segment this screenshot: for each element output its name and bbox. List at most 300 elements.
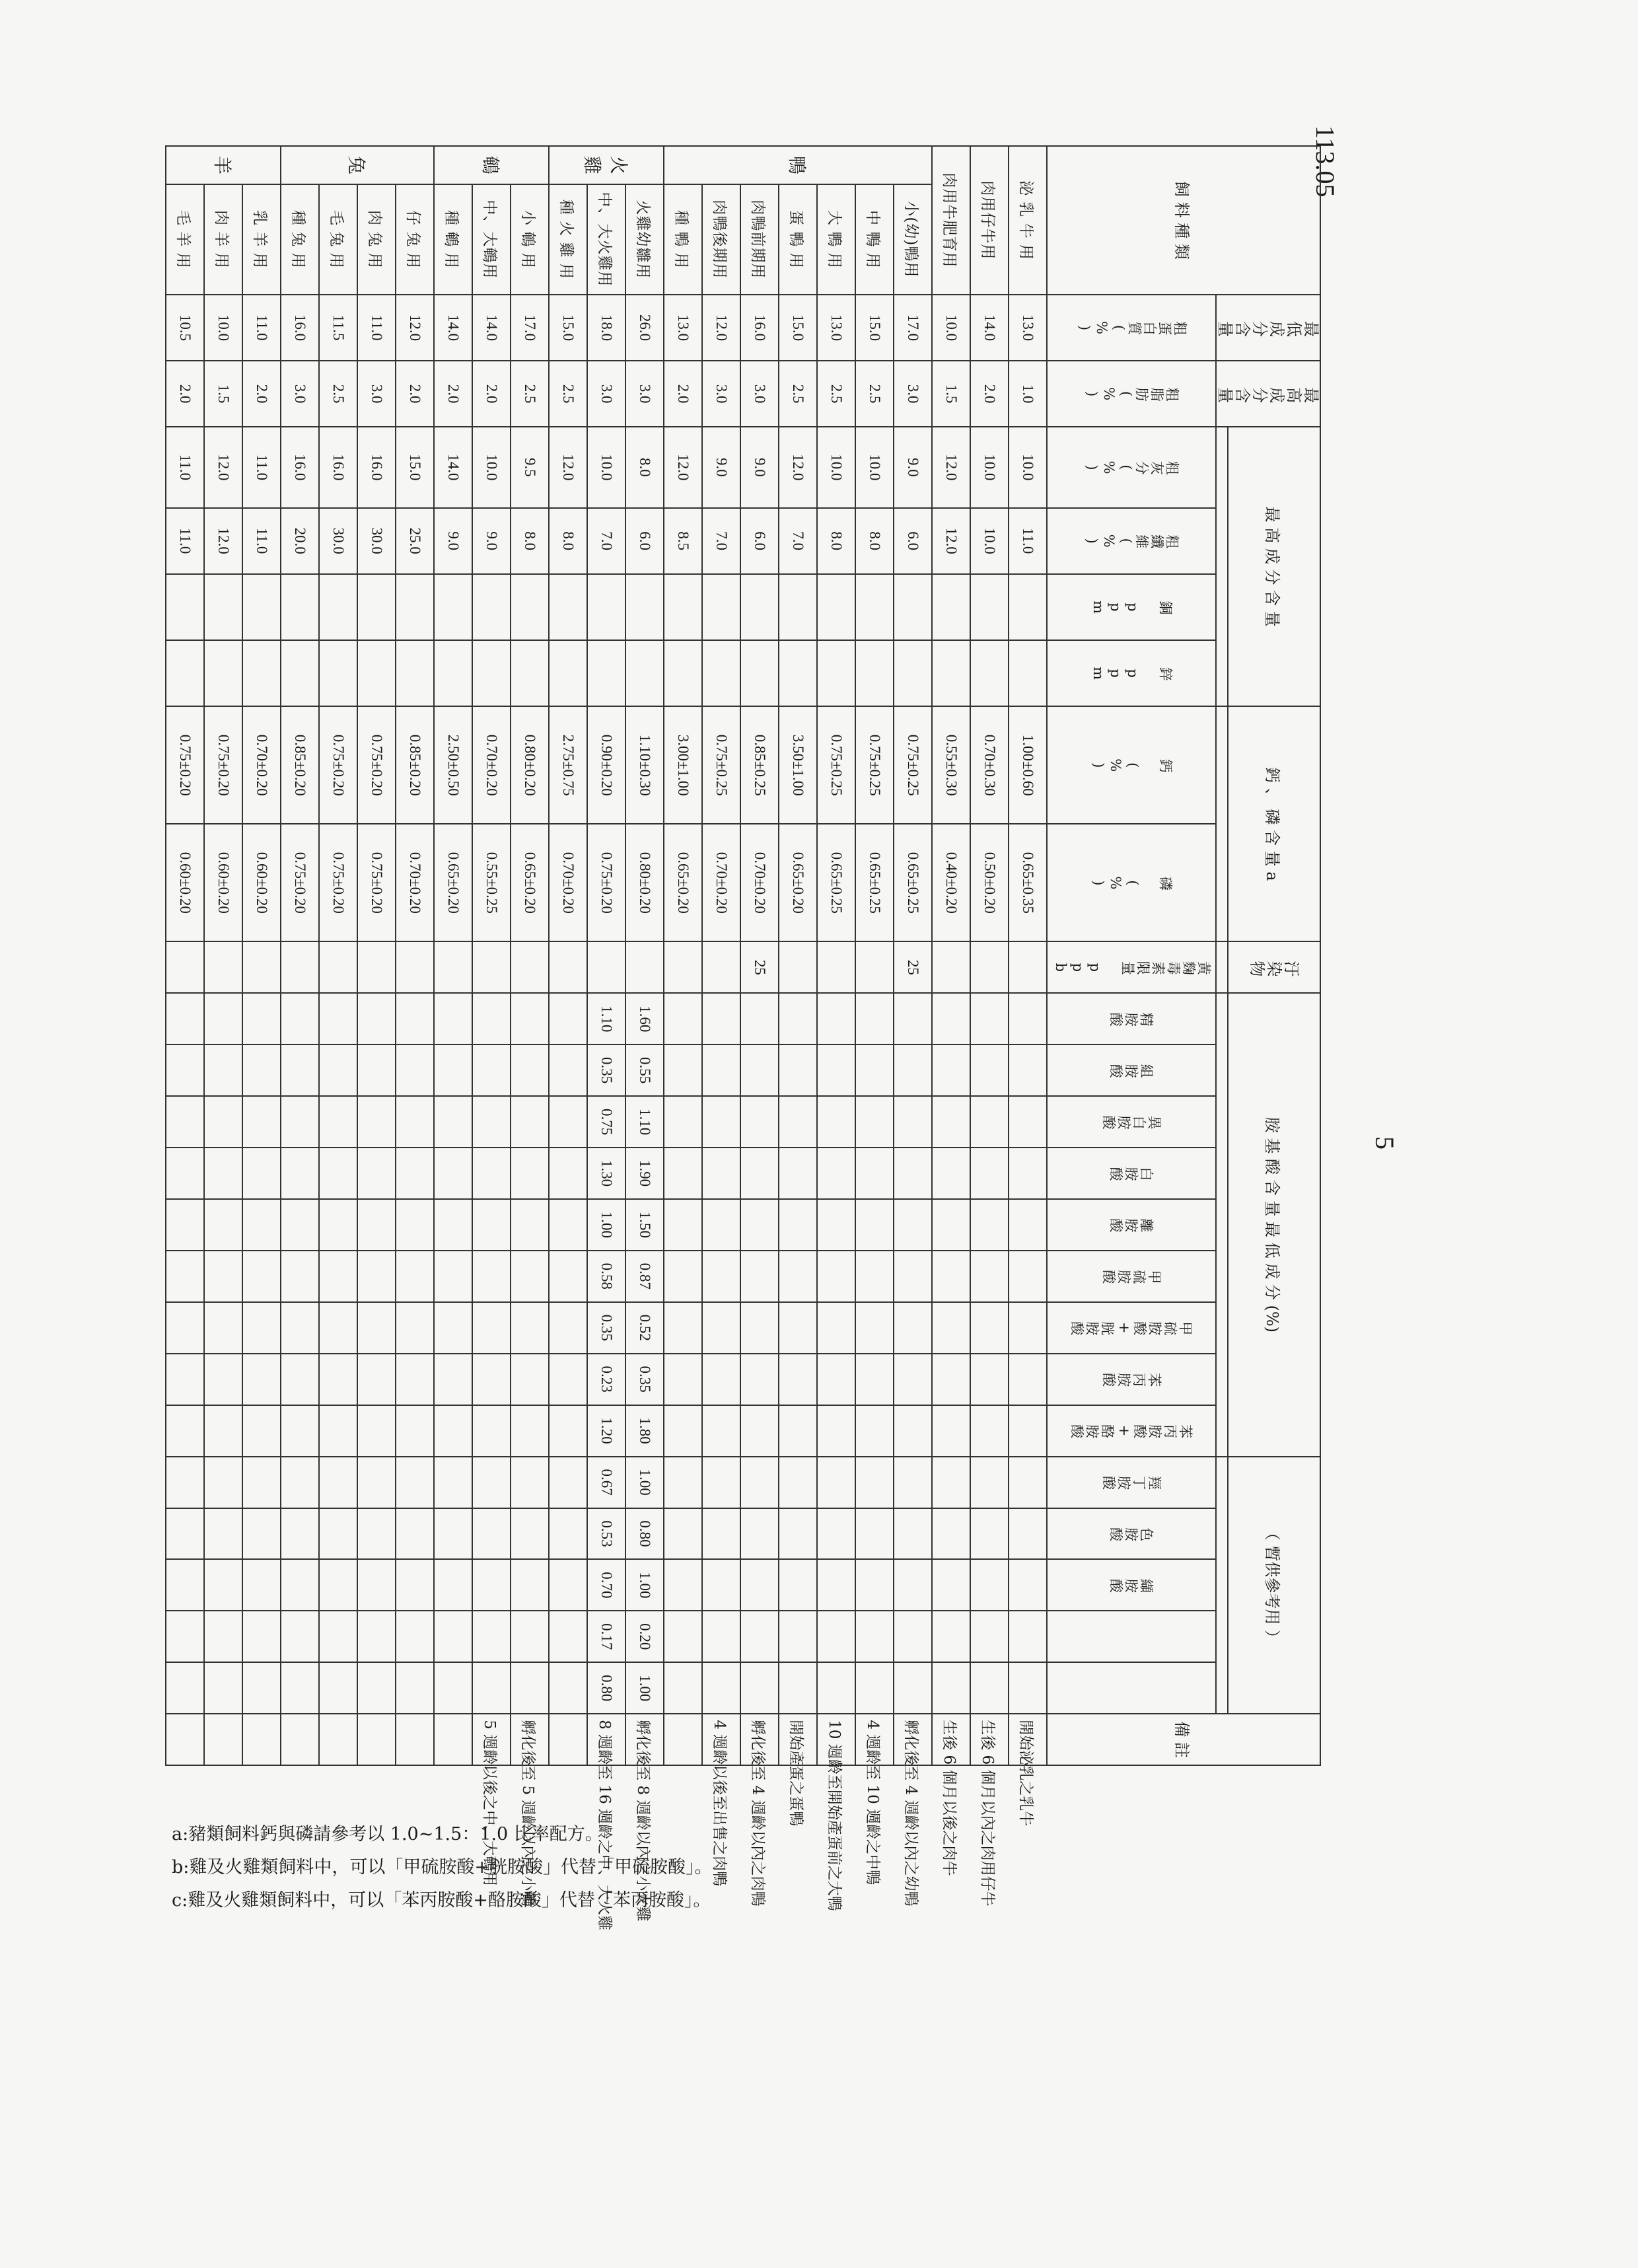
cell-met — [1009, 1251, 1047, 1302]
feed-name: 蛋 鴨 用 — [779, 184, 817, 295]
cell-val — [511, 1559, 549, 1611]
cell-zn — [779, 640, 817, 706]
cell-fat: 2.0 — [970, 361, 1009, 427]
cell-afla — [970, 941, 1009, 993]
cell-phe — [166, 1354, 204, 1405]
cell-fiber: 12.0 — [932, 508, 970, 574]
cell-his — [204, 1044, 242, 1096]
cell-ash: 8.0 — [625, 427, 664, 507]
cell-afla — [204, 941, 242, 993]
cell-cu — [472, 574, 511, 640]
col-arginine: 精胺酸 — [1047, 993, 1216, 1044]
cell-val3 — [702, 1662, 740, 1714]
cell-cp: 12.0 — [702, 295, 740, 361]
cell-p: 0.75±0.20 — [357, 824, 396, 941]
cell-ile — [970, 1096, 1009, 1148]
cell-thr — [1009, 1457, 1047, 1508]
cell-val2 — [549, 1611, 587, 1662]
cell-fiber: 11.0 — [166, 508, 204, 574]
cell-thr — [166, 1457, 204, 1508]
cell-his: 0.55 — [625, 1044, 664, 1096]
cell-cp: 18.0 — [587, 295, 625, 361]
cell-afla — [472, 941, 511, 993]
cell-his — [434, 1044, 472, 1096]
cell-phe — [1009, 1354, 1047, 1405]
cell-val — [549, 1559, 587, 1611]
cell-met — [166, 1251, 204, 1302]
cell-arg — [779, 993, 817, 1044]
cell-p: 0.60±0.20 — [166, 824, 204, 941]
cell-leu — [894, 1148, 932, 1199]
cell-val — [702, 1559, 740, 1611]
cell-val2 — [472, 1611, 511, 1662]
cell-afla — [319, 941, 357, 993]
cell-ash: 11.0 — [242, 427, 281, 507]
cell-lys — [1009, 1199, 1047, 1251]
cell-ash: 16.0 — [281, 427, 319, 507]
cell-lys — [702, 1199, 740, 1251]
cell-val3 — [779, 1662, 817, 1714]
remark-cell — [357, 1714, 396, 1765]
cell-zn — [281, 640, 319, 706]
feed-name: 種 鵪 用 — [434, 184, 472, 295]
remark-cell: 10 週齡至開始產蛋前之大鴨 — [817, 1714, 855, 1765]
cell-ca: 3.00±1.00 — [664, 706, 702, 824]
cell-val — [434, 1559, 472, 1611]
cell-lys — [242, 1199, 281, 1251]
remark-cell: 孵化後至 4 週齡以內之幼鴨 — [894, 1714, 932, 1765]
cell-cu — [702, 574, 740, 640]
header-amino-group: 胺 基 酸 含 量 最 低 成 分 (%) — [1228, 993, 1320, 1456]
cell-phetyr — [549, 1405, 587, 1457]
col-copper: 銅 ppm — [1047, 574, 1216, 640]
cell-leu — [357, 1148, 396, 1199]
cell-val3 — [204, 1662, 242, 1714]
cell-ile — [319, 1096, 357, 1148]
cell-met — [204, 1251, 242, 1302]
cell-leu — [396, 1148, 434, 1199]
cell-cp: 17.0 — [894, 295, 932, 361]
cell-cp: 10.5 — [166, 295, 204, 361]
col-tryptophan: 色胺酸 — [1047, 1508, 1216, 1560]
cell-lys — [970, 1199, 1009, 1251]
cell-cp: 11.5 — [319, 295, 357, 361]
cell-lys: 1.00 — [587, 1199, 625, 1251]
cell-fat: 2.5 — [319, 361, 357, 427]
cell-ash: 12.0 — [779, 427, 817, 507]
cell-arg — [549, 993, 587, 1044]
cell-val2 — [817, 1611, 855, 1662]
cell-cp: 13.0 — [664, 295, 702, 361]
cell-ca: 0.85±0.20 — [281, 706, 319, 824]
cell-phetyr — [702, 1405, 740, 1457]
cell-ca: 0.75±0.20 — [357, 706, 396, 824]
cell-p: 0.70±0.20 — [549, 824, 587, 941]
cell-ile — [740, 1096, 779, 1148]
cell-leu — [970, 1148, 1009, 1199]
cell-phe — [779, 1354, 817, 1405]
cell-phetyr — [357, 1405, 396, 1457]
cell-zn — [472, 640, 511, 706]
cell-phetyr: 1.20 — [587, 1405, 625, 1457]
cell-his — [664, 1044, 702, 1096]
cell-leu: 1.90 — [625, 1148, 664, 1199]
cell-phe — [281, 1354, 319, 1405]
cell-zn — [549, 640, 587, 706]
document-code: 113.05 — [1310, 126, 1340, 198]
header-remarks: 備 註 — [1047, 1714, 1320, 1765]
cell-afla — [166, 941, 204, 993]
remark-cell: 孵化後至 8 週齡以內之小火雞 — [625, 1714, 664, 1765]
cell-ca: 0.85±0.20 — [396, 706, 434, 824]
cell-cu — [357, 574, 396, 640]
cell-thr — [434, 1457, 472, 1508]
cell-ash: 9.0 — [702, 427, 740, 507]
cell-met — [434, 1251, 472, 1302]
cell-p: 0.65±0.25 — [855, 824, 894, 941]
cell-val2 — [702, 1611, 740, 1662]
cell-leu — [932, 1148, 970, 1199]
cell-val2 — [779, 1611, 817, 1662]
cell-his — [894, 1044, 932, 1096]
cell-zn — [702, 640, 740, 706]
cell-leu — [434, 1148, 472, 1199]
feed-name: 毛 兔 用 — [319, 184, 357, 295]
cell-val2 — [281, 1611, 319, 1662]
header-contaminant: 汙染物 — [1228, 941, 1320, 993]
cell-phetyr — [319, 1405, 357, 1457]
cell-fiber: 12.0 — [204, 508, 242, 574]
cell-phe — [894, 1354, 932, 1405]
col-crude-protein: 粗蛋白質(%) — [1047, 295, 1216, 361]
cell-val3 — [281, 1662, 319, 1714]
cell-afla — [357, 941, 396, 993]
cell-val3 — [472, 1662, 511, 1714]
cell-val3 — [242, 1662, 281, 1714]
cell-his — [932, 1044, 970, 1096]
cell-fat: 2.5 — [511, 361, 549, 427]
cell-cu — [396, 574, 434, 640]
col-lysine: 離胺酸 — [1047, 1199, 1216, 1251]
cell-ash: 10.0 — [970, 427, 1009, 507]
cell-phe — [472, 1354, 511, 1405]
cell-cu — [166, 574, 204, 640]
cell-leu — [472, 1148, 511, 1199]
cell-his — [1009, 1044, 1047, 1096]
cell-ca: 0.75±0.25 — [702, 706, 740, 824]
cell-phetyr — [740, 1405, 779, 1457]
cell-phe — [357, 1354, 396, 1405]
cell-trp — [549, 1508, 587, 1560]
remark-cell: 8 週齡至 16 週齡之中、大火雞 — [587, 1714, 625, 1765]
remark-cell: 5 週齡以後之中、大鵪用 — [472, 1714, 511, 1765]
cell-zn — [319, 640, 357, 706]
header-min-content: 最低成分含量 — [1216, 295, 1320, 361]
cell-ile — [396, 1096, 434, 1148]
cell-afla: 25 — [894, 941, 932, 993]
cell-cu — [281, 574, 319, 640]
cell-fiber: 30.0 — [357, 508, 396, 574]
cell-phetyr — [511, 1405, 549, 1457]
cell-ash: 14.0 — [434, 427, 472, 507]
cell-his — [817, 1044, 855, 1096]
cell-val3 — [166, 1662, 204, 1714]
cell-val3 — [319, 1662, 357, 1714]
cell-val — [664, 1559, 702, 1611]
cell-p: 0.70±0.20 — [702, 824, 740, 941]
cell-ash: 12.0 — [204, 427, 242, 507]
feed-name: 肉鴨前期用 — [740, 184, 779, 295]
remark-cell: 生後 6 個月以後之肉牛 — [932, 1714, 970, 1765]
cell-trp — [932, 1508, 970, 1560]
cell-his — [319, 1044, 357, 1096]
page-number: 5 — [1370, 1136, 1400, 1150]
remark-cell: 4 週齡至 10 週齡之中鴨 — [855, 1714, 894, 1765]
feed-name: 肉 羊 用 — [204, 184, 242, 295]
cell-trp — [970, 1508, 1009, 1560]
cell-metcys — [319, 1302, 357, 1354]
cell-phe — [817, 1354, 855, 1405]
cell-p: 0.65±0.35 — [1009, 824, 1047, 941]
cell-metcys: 0.52 — [625, 1302, 664, 1354]
cell-val2 — [396, 1611, 434, 1662]
cell-ile — [702, 1096, 740, 1148]
cell-lys — [855, 1199, 894, 1251]
cell-trp — [319, 1508, 357, 1560]
col-methionine: 甲硫胺酸 — [1047, 1251, 1216, 1302]
cell-afla — [932, 941, 970, 993]
feed-name: 種 鴨 用 — [664, 184, 702, 295]
cell-met — [817, 1251, 855, 1302]
cell-ash: 11.0 — [166, 427, 204, 507]
cell-fat: 2.0 — [396, 361, 434, 427]
cell-metcys — [779, 1302, 817, 1354]
cell-ile — [281, 1096, 319, 1148]
cell-phe: 0.35 — [625, 1354, 664, 1405]
cell-arg — [894, 993, 932, 1044]
cell-ile — [511, 1096, 549, 1148]
cell-his: 0.35 — [587, 1044, 625, 1096]
cell-phe: 0.23 — [587, 1354, 625, 1405]
cell-thr — [740, 1457, 779, 1508]
cell-zn — [396, 640, 434, 706]
cell-val2 — [434, 1611, 472, 1662]
cell-trp: 0.80 — [625, 1508, 664, 1560]
cell-fiber: 6.0 — [625, 508, 664, 574]
cell-p: 0.40±0.20 — [932, 824, 970, 941]
cell-p: 0.60±0.20 — [204, 824, 242, 941]
cell-val — [396, 1559, 434, 1611]
cell-ile — [166, 1096, 204, 1148]
cell-lys — [472, 1199, 511, 1251]
cell-ca: 3.50±1.00 — [779, 706, 817, 824]
cell-ca: 0.75±0.25 — [855, 706, 894, 824]
cell-cu — [242, 574, 281, 640]
cell-trp — [740, 1508, 779, 1560]
cell-met — [511, 1251, 549, 1302]
cell-trp — [166, 1508, 204, 1560]
feed-name: 肉鴨後期用 — [702, 184, 740, 295]
cell-trp — [855, 1508, 894, 1560]
cell-met — [894, 1251, 932, 1302]
cell-lys — [357, 1199, 396, 1251]
cell-afla — [434, 941, 472, 993]
header-feed-type: 飼 料 種 類 — [1047, 146, 1320, 295]
cell-fat: 2.5 — [549, 361, 587, 427]
cell-cp: 16.0 — [281, 295, 319, 361]
cell-trp — [204, 1508, 242, 1560]
cell-met — [932, 1251, 970, 1302]
col-threonine: 羥丁胺酸 — [1047, 1457, 1216, 1508]
cell-fat: 2.5 — [817, 361, 855, 427]
cell-cu — [970, 574, 1009, 640]
cell-cu — [204, 574, 242, 640]
cell-arg — [511, 993, 549, 1044]
cell-zn — [970, 640, 1009, 706]
cell-ash: 9.5 — [511, 427, 549, 507]
cell-fiber: 30.0 — [319, 508, 357, 574]
cell-ca: 1.10±0.30 — [625, 706, 664, 824]
cell-ile — [472, 1096, 511, 1148]
cell-met — [242, 1251, 281, 1302]
cell-ca: 2.50±0.50 — [434, 706, 472, 824]
cell-zn — [242, 640, 281, 706]
cell-ile — [817, 1096, 855, 1148]
remark-cell: 孵化後至 5 週齡以內之小鵪 — [511, 1714, 549, 1765]
cell-cp: 10.0 — [204, 295, 242, 361]
cell-cp: 12.0 — [396, 295, 434, 361]
cell-cp: 14.0 — [434, 295, 472, 361]
cell-val2 — [242, 1611, 281, 1662]
col-calcium: 鈣 (%) — [1047, 706, 1216, 824]
cell-fat: 2.0 — [166, 361, 204, 427]
cell-val3 — [855, 1662, 894, 1714]
cell-fiber: 9.0 — [472, 508, 511, 574]
col-phosphorus: 磷 (%) — [1047, 824, 1216, 941]
feed-name: 肉用仔牛用 — [970, 146, 1009, 295]
cell-phe — [242, 1354, 281, 1405]
cell-val — [1009, 1559, 1047, 1611]
cell-afla — [625, 941, 664, 993]
cell-phe — [855, 1354, 894, 1405]
cell-cu — [817, 574, 855, 640]
cell-met: 0.87 — [625, 1251, 664, 1302]
cell-met — [855, 1251, 894, 1302]
cell-arg — [319, 993, 357, 1044]
cell-zn — [587, 640, 625, 706]
cell-fat: 2.0 — [434, 361, 472, 427]
cell-fiber: 7.0 — [587, 508, 625, 574]
cell-his — [511, 1044, 549, 1096]
remark-cell — [242, 1714, 281, 1765]
cell-val3: 1.00 — [625, 1662, 664, 1714]
cell-lys — [817, 1199, 855, 1251]
cell-ash: 10.0 — [1009, 427, 1047, 507]
cell-val3: 0.80 — [587, 1662, 625, 1714]
remark-cell — [664, 1714, 702, 1765]
cell-val3 — [970, 1662, 1009, 1714]
cell-p: 0.75±0.20 — [319, 824, 357, 941]
cell-val3 — [664, 1662, 702, 1714]
cell-thr — [511, 1457, 549, 1508]
cell-metcys — [511, 1302, 549, 1354]
cell-metcys — [740, 1302, 779, 1354]
cell-cp: 11.0 — [357, 295, 396, 361]
cell-p: 0.65±0.20 — [779, 824, 817, 941]
cell-metcys — [357, 1302, 396, 1354]
cell-cp: 13.0 — [1009, 295, 1047, 361]
cell-fiber: 8.0 — [817, 508, 855, 574]
feed-name: 小(幼)鴨用 — [894, 184, 932, 295]
cell-p: 0.80±0.20 — [625, 824, 664, 941]
cell-cu — [932, 574, 970, 640]
cell-fiber: 6.0 — [894, 508, 932, 574]
cell-leu — [549, 1148, 587, 1199]
cell-p: 0.65±0.25 — [817, 824, 855, 941]
cell-zn — [855, 640, 894, 706]
cell-trp — [434, 1508, 472, 1560]
feed-name: 肉 兔 用 — [357, 184, 396, 295]
cell-ca: 0.75±0.20 — [204, 706, 242, 824]
cell-afla — [549, 941, 587, 993]
cell-trp — [894, 1508, 932, 1560]
cell-arg — [702, 993, 740, 1044]
cell-fiber: 8.0 — [511, 508, 549, 574]
cell-metcys — [281, 1302, 319, 1354]
cell-fat: 1.5 — [932, 361, 970, 427]
cell-lys — [932, 1199, 970, 1251]
feed-name: 小 鵪 用 — [511, 184, 549, 295]
cell-arg — [204, 993, 242, 1044]
feed-name: 仔 兔 用 — [396, 184, 434, 295]
cell-metcys: 0.35 — [587, 1302, 625, 1354]
cell-val2 — [166, 1611, 204, 1662]
cell-phe — [204, 1354, 242, 1405]
cell-lys — [664, 1199, 702, 1251]
cell-cp: 13.0 — [817, 295, 855, 361]
cell-ca: 2.75±0.75 — [549, 706, 587, 824]
cell-zn — [357, 640, 396, 706]
cell-val3 — [511, 1662, 549, 1714]
cell-p: 0.70±0.20 — [740, 824, 779, 941]
cell-ash: 16.0 — [319, 427, 357, 507]
cell-cp: 15.0 — [549, 295, 587, 361]
cell-metcys — [166, 1302, 204, 1354]
col-phenylalanine: 苯丙胺酸 — [1047, 1354, 1216, 1405]
cell-val2 — [894, 1611, 932, 1662]
cell-ile — [932, 1096, 970, 1148]
cell-thr — [855, 1457, 894, 1508]
cell-leu: 1.30 — [587, 1148, 625, 1199]
cell-thr: 1.00 — [625, 1457, 664, 1508]
cell-leu — [702, 1148, 740, 1199]
cell-cu — [549, 574, 587, 640]
cell-zn — [894, 640, 932, 706]
cell-his — [357, 1044, 396, 1096]
cell-val: 1.00 — [625, 1559, 664, 1611]
cell-his — [779, 1044, 817, 1096]
cell-val — [932, 1559, 970, 1611]
cell-fat: 1.0 — [1009, 361, 1047, 427]
cell-metcys — [664, 1302, 702, 1354]
cell-val — [817, 1559, 855, 1611]
col-valine: 纈胺酸 — [1047, 1559, 1216, 1611]
cell-arg — [817, 993, 855, 1044]
cell-phetyr — [855, 1405, 894, 1457]
group-label: 鴨 — [664, 146, 932, 184]
cell-cp: 26.0 — [625, 295, 664, 361]
cell-zn — [511, 640, 549, 706]
